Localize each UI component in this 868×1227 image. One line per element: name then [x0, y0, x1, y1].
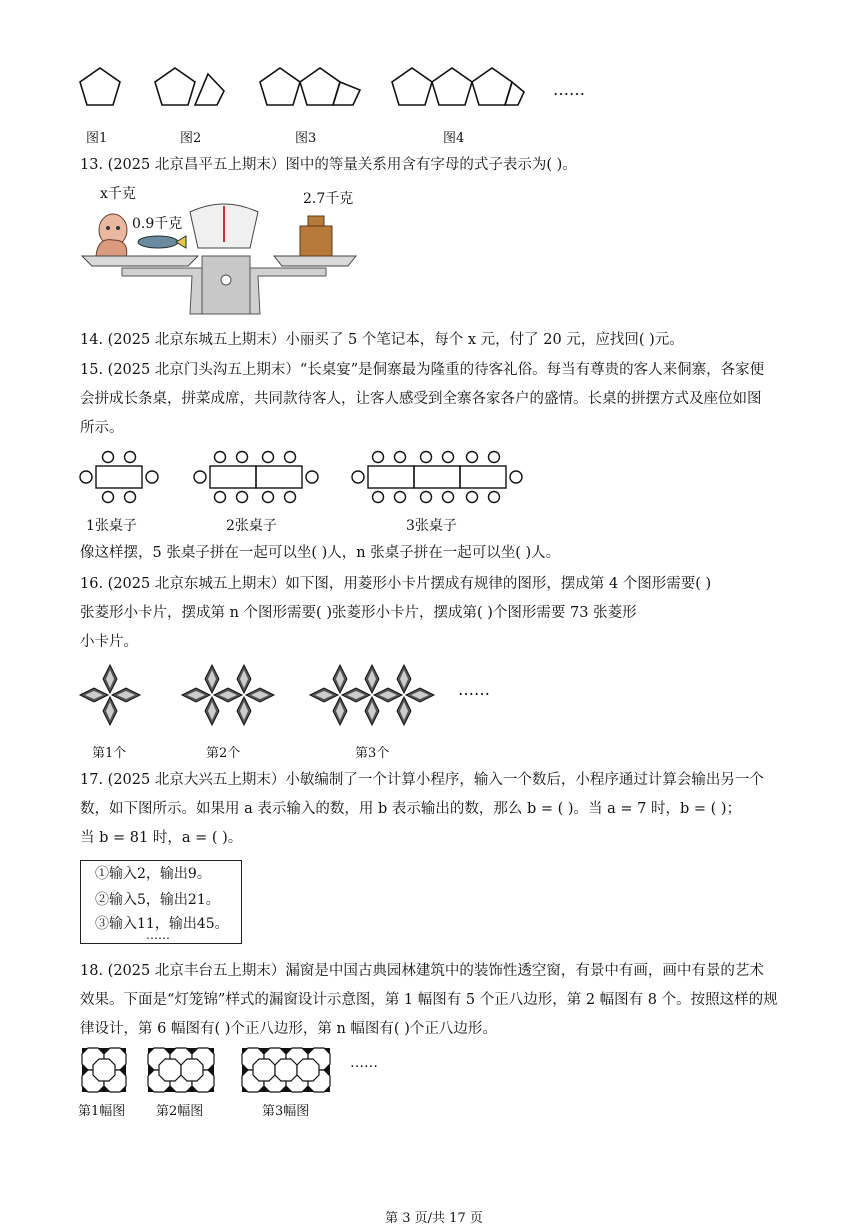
question-18-line1: 18. (2025 北京丰台五上期末）漏窗是中国古典园林建筑中的装饰性透空窗，有景中有画，画中有景的艺术: [80, 963, 764, 979]
figure-caption: 第1幅图: [78, 1104, 126, 1119]
figure-caption: 第2幅图: [156, 1104, 204, 1119]
figure-caption: 第3个: [355, 746, 390, 761]
ellipsis: ……: [458, 680, 490, 699]
question-13: 13. (2025 北京昌平五上期末）图中的等量关系用含有字母的式子表示为( )。: [80, 157, 577, 173]
question-16-line1: 16. (2025 北京东城五上期末）如下图，用菱形小卡片摆成有规律的图形，摆成第 4 个图形需要( ): [80, 576, 712, 592]
question-16-line3: 小卡片。: [80, 634, 138, 650]
label-fish: 0.9千克: [132, 216, 183, 232]
program-line: ③输入11，输出45。: [95, 916, 229, 932]
ellipsis: ……: [350, 1055, 378, 1071]
question-15-line3: 所示。: [80, 420, 124, 436]
program-line: ②输入5，输出21。: [95, 892, 220, 908]
page-number: 第 3 页/共 17 页: [385, 1211, 483, 1226]
long-table-figure: [78, 448, 538, 508]
question-17-line2: 数，如下图所示。如果用 a 表示输入的数，用 b 表示输出的数，那么 b = ( )。当 a = 7 时，b = ( )；: [80, 801, 742, 817]
question-15-line2: 会拼成长条桌，拼菜成席，共同款待客人，让客人感受到全寨各家各户的盛情。长桌的拼摆方式及座位如图: [80, 391, 762, 407]
question-17-line3: 当 b = 81 时，a = ( )。: [80, 830, 243, 846]
figure-caption: 第2个: [206, 746, 241, 761]
figure-caption: 图4: [443, 131, 465, 146]
question-18-line2: 效果。下面是“灯笼锦”样式的漏窗设计示意图，第 1 幅图有 5 个正八边形，第 2 幅图有 8 个。按照这样的规: [80, 992, 778, 1008]
figure-caption: 第3幅图: [262, 1104, 310, 1119]
figure-caption: 2张桌子: [226, 518, 277, 534]
ellipsis: ……: [146, 928, 170, 942]
figure-caption: 图1: [86, 131, 108, 146]
question-18-line3: 律设计，第 6 幅图有( )个正八边形，第 n 幅图有( )个正八边形。: [80, 1021, 497, 1037]
question-16-line2: 张菱形小卡片，摆成第 n 个图形需要( )张菱形小卡片，摆成第( )个图形需要 73 张菱形: [80, 605, 637, 621]
figure-caption: 图2: [180, 131, 202, 146]
figure-caption: 1张桌子: [86, 518, 137, 534]
figure-caption: 3张桌子: [406, 518, 457, 534]
figure-caption: 图3: [295, 131, 317, 146]
label-weight: 2.7千克: [303, 191, 354, 207]
rhombus-figure: [78, 660, 518, 730]
program-line: ①输入2，输出9。: [95, 866, 211, 882]
question-14: 14. (2025 北京东城五上期末）小丽买了 5 个笔记本，每个 x 元，付了 20 元，应找回( )元。: [80, 332, 684, 348]
lattice-window-figure: [80, 1046, 380, 1096]
ellipsis: ……: [553, 80, 585, 99]
figure-caption: 第1个: [92, 746, 127, 761]
label-x: x千克: [100, 186, 136, 202]
question-15-line1: 15. (2025 北京门头沟五上期末）“长桌宴”是侗寨最为隆重的待客礼俗。每当有尊贵的客人来侗寨，各家便: [80, 362, 765, 378]
question-15-ask: 像这样摆，5 张桌子拼在一起可以坐( )人，n 张桌子拼在一起可以坐( )人。: [80, 545, 561, 561]
question-17-line1: 17. (2025 北京大兴五上期末）小敏编制了一个计算小程序，输入一个数后，小程序通过计算会输出另一个: [80, 772, 764, 788]
pentagon-figures: [0, 60, 868, 140]
